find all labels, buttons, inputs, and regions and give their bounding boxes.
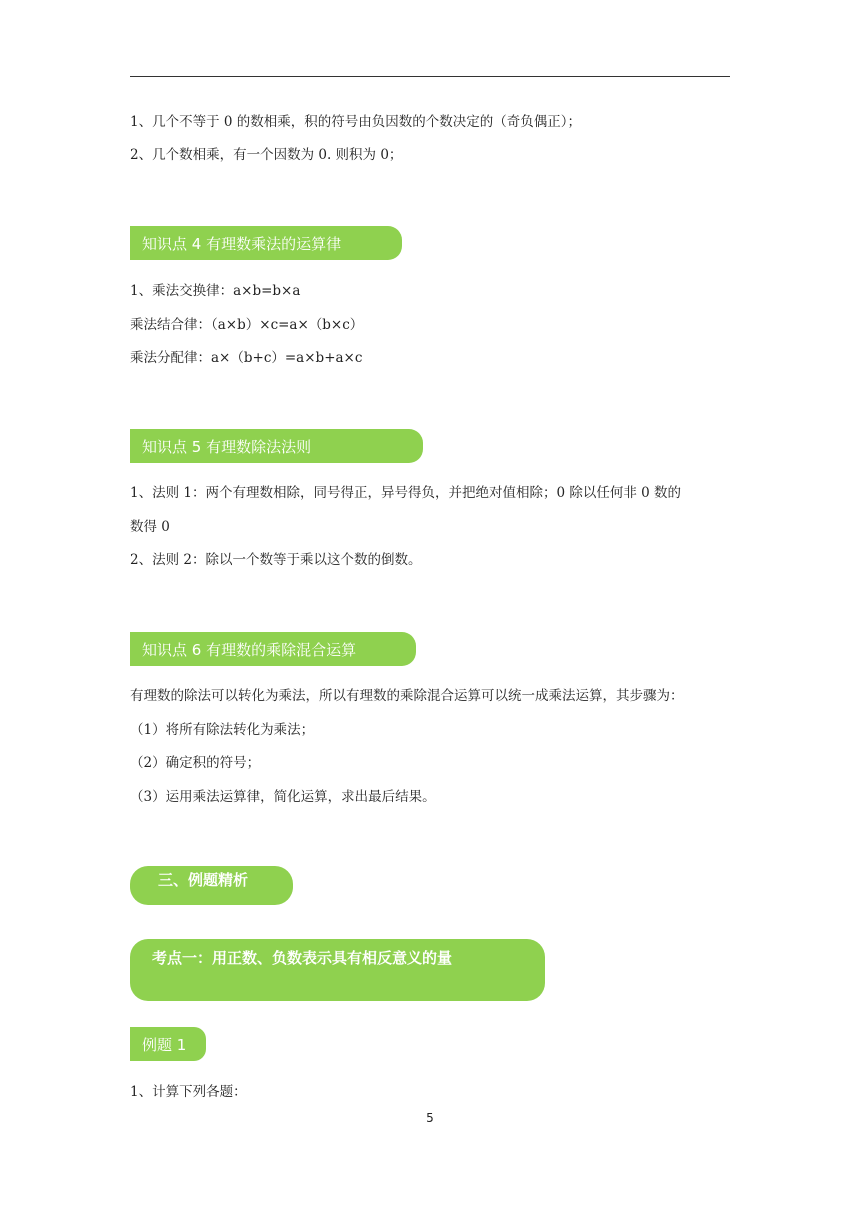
header-rule [130,76,730,77]
text-line: 乘法结合律：（a×b）×c=a×（b×c） [130,317,364,333]
section-heading-4: 知识点 4 有理数乘法的运算律 [130,226,402,260]
text-line: 数得 0 [130,519,170,535]
text-line: 1、几个不等于 0 的数相乘，积的符号由负因数的个数决定的（奇负偶正）； [130,114,582,130]
text-line: 1、法则 1：两个有理数相除，同号得正，异号得负，并把绝对值相除；0 除以任何非 0 数的 [130,485,682,501]
page-number: 5 [426,1111,434,1125]
kaodian-heading: 考点一：用正数、负数表示具有相反意义的量 [130,939,545,1001]
text-line: （2）确定积的符号； [130,755,261,771]
text-line: 2、法则 2：除以一个数等于乘以这个数的倒数。 [130,552,422,568]
text-line: 乘法分配律：a×（b+c）=a×b+a×c [130,350,363,366]
text-line: （1）将所有除法转化为乘法； [130,722,315,738]
text-line: （3）运用乘法运算律，简化运算，求出最后结果。 [130,789,436,805]
question-text: 1、计算下列各题： [130,1084,247,1100]
section-heading-5: 知识点 5 有理数除法法则 [130,429,423,463]
text-line: 1、乘法交换律：a×b=b×a [130,283,301,299]
text-line: 有理数的除法可以转化为乘法，所以有理数的乘除混合运算可以统一成乘法运算，其步骤为： [130,688,684,704]
section-heading-6: 知识点 6 有理数的乘除混合运算 [130,632,416,666]
part-heading: 三、例题精析 [130,866,293,905]
example-heading: 例题 1 [130,1027,206,1061]
text-line: 2、几个数相乘，有一个因数为 0. 则积为 0； [130,147,403,163]
